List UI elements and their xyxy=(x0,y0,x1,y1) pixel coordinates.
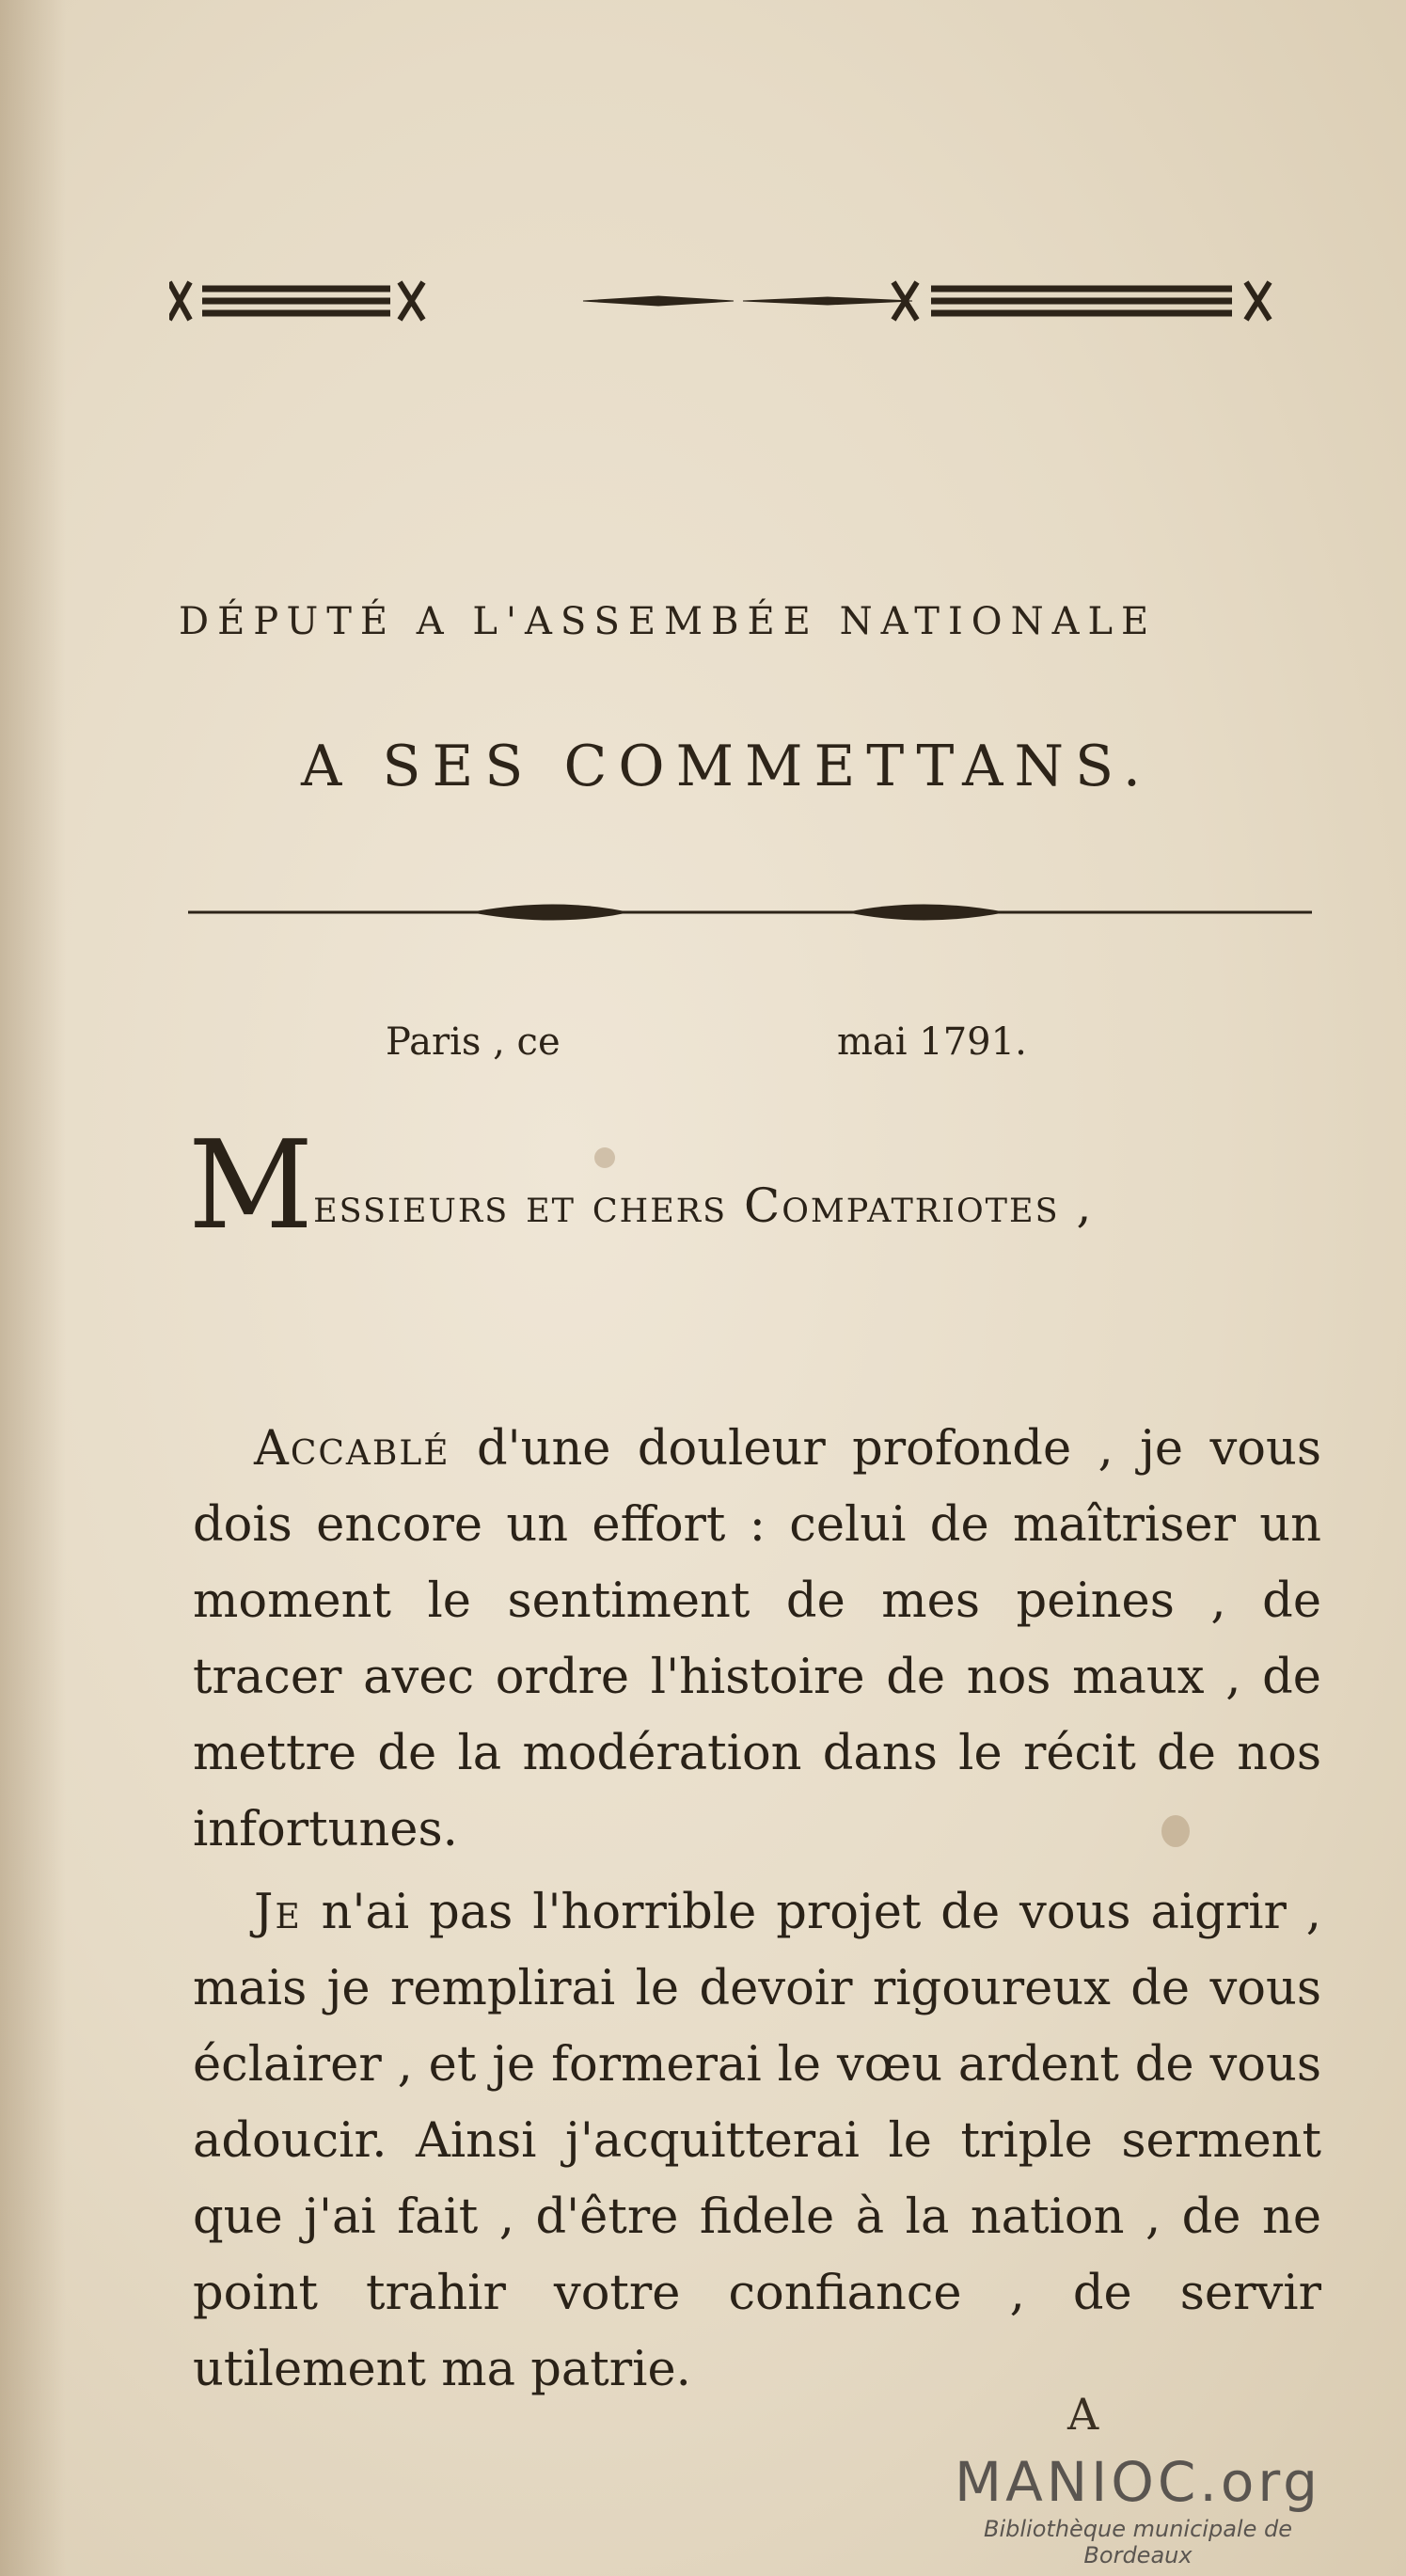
watermark-credit: Bibliothèque municipale de Bordeaux xyxy=(984,2516,1292,2568)
page-fold-shadow xyxy=(0,0,66,2576)
paragraph-text: n'ai pas l'horrible projet de vous aigrir , mais je remplirai le devoir rigoureux de vous éclairer , et je formerai le vœu ardent de vous adoucir. Ainsi j'acquitterai le triple serment que j'ai fait , d'être fidele à la nation , de ne point trahir votre confiance , de servir utilement ma patrie. xyxy=(193,1885,1321,2397)
paragraph-lead-word: Je xyxy=(254,1885,302,1940)
dateline-date: mai 1791. xyxy=(837,1020,1027,1064)
salutation xyxy=(188,1114,1317,1256)
paragraph xyxy=(193,1874,1321,2408)
watermark xyxy=(931,2450,1345,2568)
paragraph xyxy=(193,1411,1321,1868)
heading-line-1: DÉPUTÉ A L'ASSEMBÉE NATIONALE xyxy=(179,600,1158,643)
salutation-dropcap: M xyxy=(188,1114,314,1256)
watermark-logo: MANIOC.org xyxy=(955,2450,1321,2514)
dateline-place: Paris , ce xyxy=(386,1020,561,1064)
salutation-text: essieurs et chers Compatriotes , xyxy=(313,1178,1094,1233)
header-ornament xyxy=(169,268,1293,334)
heading-line-2: A SES COMMETTANS. xyxy=(301,734,1152,799)
section-rule xyxy=(188,889,1312,936)
paragraph-lead-word: Accablé xyxy=(254,1421,450,1477)
paragraph-text: d'une douleur profonde , je vous dois encore un effort : celui de maîtriser un moment le sentiment de mes peines , de tracer avec ordre l'histoire de nos maux , de mettre de la modération dans le récit de nos infortunes. xyxy=(193,1421,1321,1857)
signature-mark: A xyxy=(1067,2389,1099,2440)
